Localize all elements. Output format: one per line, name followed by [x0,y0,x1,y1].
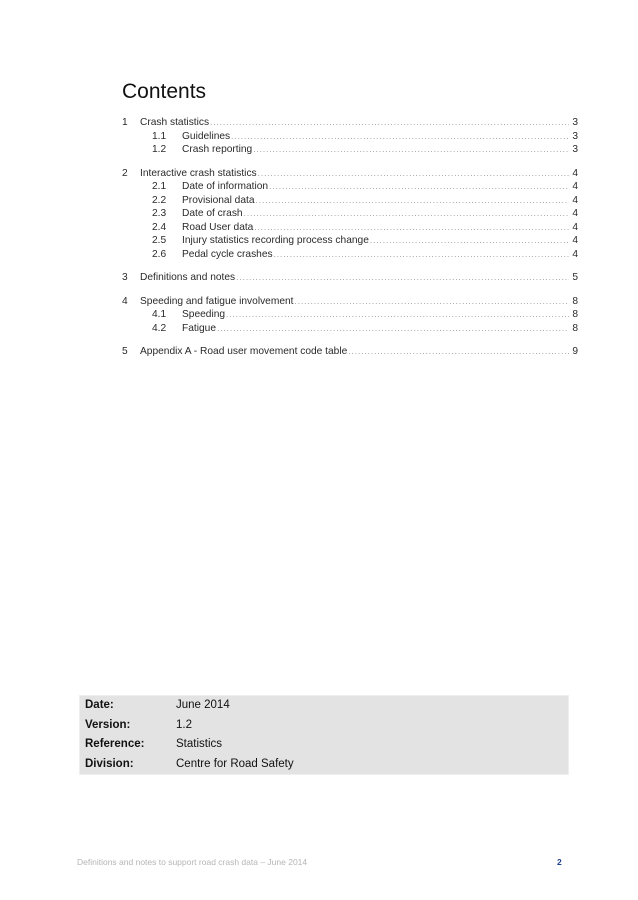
footer-page-number: 2 [557,857,562,867]
toc-leader [256,194,570,208]
toc-number: 4.1 [152,309,167,320]
toc-page: 4 [572,194,578,206]
toc-entry-pedal-cycle-crashes[interactable] [122,248,578,262]
info-label: Reference: [85,738,145,750]
toc-leader [226,308,569,322]
info-label: Version: [85,718,131,731]
toc-entry-guidelines[interactable] [122,130,578,144]
toc-number: 4.2 [152,322,167,334]
info-value: Statistics [176,738,223,750]
toc-page: 4 [572,167,578,179]
toc-entry-appendix-a[interactable] [122,345,578,359]
toc-leader [295,295,570,309]
toc-title: Interactive crash statistics [140,167,257,179]
toc-leader [231,130,569,144]
info-row-date [80,696,568,716]
toc-number: 2.5 [152,235,167,246]
toc-page: 8 [572,295,578,307]
toc-page: 4 [572,248,578,260]
document-info-table [79,695,569,775]
toc-title: Provisional data [182,194,255,206]
toc-leader [254,221,569,235]
toc-title: Guidelines [182,130,231,142]
toc-leader [253,143,569,157]
toc-entry-speeding[interactable] [122,308,578,322]
toc-entry-date-of-crash[interactable] [122,207,578,221]
toc-page: 4 [572,235,578,246]
toc-entry-definitions-and-notes[interactable] [122,271,578,285]
toc-entry-fatigue[interactable] [122,322,578,336]
info-label: Division: [85,757,134,770]
toc-title: Crash statistics [140,117,210,128]
toc-title: Speeding [182,309,226,320]
toc-title: Date of information [182,181,269,192]
toc-title: Crash reporting [182,144,253,155]
table-of-contents [122,116,578,359]
toc-title: Pedal cycle crashes [182,248,273,260]
toc-page: 4 [572,208,578,219]
toc-leader [269,180,569,194]
toc-entry-interactive-crash-statistics[interactable] [122,167,578,181]
toc-title: Injury statistics recording process change [182,235,369,246]
toc-spacer [122,335,578,345]
info-row-reference [80,735,568,755]
toc-number: 1.2 [152,144,167,155]
toc-page: 9 [572,346,578,357]
toc-number: 2 [122,167,128,179]
toc-page: 5 [572,272,578,283]
toc-page: 3 [572,117,578,128]
toc-leader [274,248,569,262]
toc-leader [244,207,569,221]
toc-spacer [122,261,578,271]
toc-title: Definitions and notes [140,272,236,283]
info-row-division [80,755,568,775]
toc-number: 2.4 [152,221,167,233]
toc-number: 2.1 [152,181,167,192]
toc-number: 2.2 [152,194,167,206]
info-value: 1.2 [176,718,192,731]
toc-number: 2.6 [152,248,167,260]
toc-title: Date of crash [182,208,243,219]
toc-leader [370,234,569,248]
toc-title: Fatigue [182,322,216,334]
toc-page: 8 [572,322,578,334]
toc-spacer [122,285,578,295]
toc-page: 4 [572,181,578,192]
toc-page: 8 [572,309,578,320]
toc-number: 1 [122,117,128,128]
toc-title: Road User data [182,221,254,233]
toc-leader [258,167,569,181]
toc-entry-crash-reporting[interactable] [122,143,578,157]
toc-leader [217,322,569,336]
toc-number: 2.3 [152,208,167,219]
toc-page: 3 [572,144,578,155]
toc-entry-provisional-data[interactable] [122,194,578,208]
toc-page: 3 [572,130,578,142]
toc-entry-speeding-and-fatigue[interactable] [122,295,578,309]
toc-number: 5 [122,346,128,357]
toc-title: Appendix A - Road user movement code table [140,346,348,357]
toc-leader [348,345,569,359]
info-label: Date: [85,699,114,711]
toc-number: 1.1 [152,130,167,142]
toc-title: Speeding and fatigue involvement [140,295,294,307]
info-value: Centre for Road Safety [176,757,294,770]
toc-number: 4 [122,295,128,307]
info-row-version [80,716,568,736]
info-value: June 2014 [176,699,230,711]
toc-leader [210,116,569,130]
toc-page: 4 [572,221,578,233]
toc-entry-road-user-data[interactable] [122,221,578,235]
contents-heading: Contents [122,80,207,103]
toc-spacer [122,157,578,167]
toc-entry-injury-statistics[interactable] [122,234,578,248]
toc-number: 3 [122,272,128,283]
toc-leader [236,271,569,285]
toc-entry-date-of-information[interactable] [122,180,578,194]
footer-document-title: Definitions and notes to support road crash data – June 2014 [77,857,308,867]
toc-entry-crash-statistics[interactable] [122,116,578,130]
